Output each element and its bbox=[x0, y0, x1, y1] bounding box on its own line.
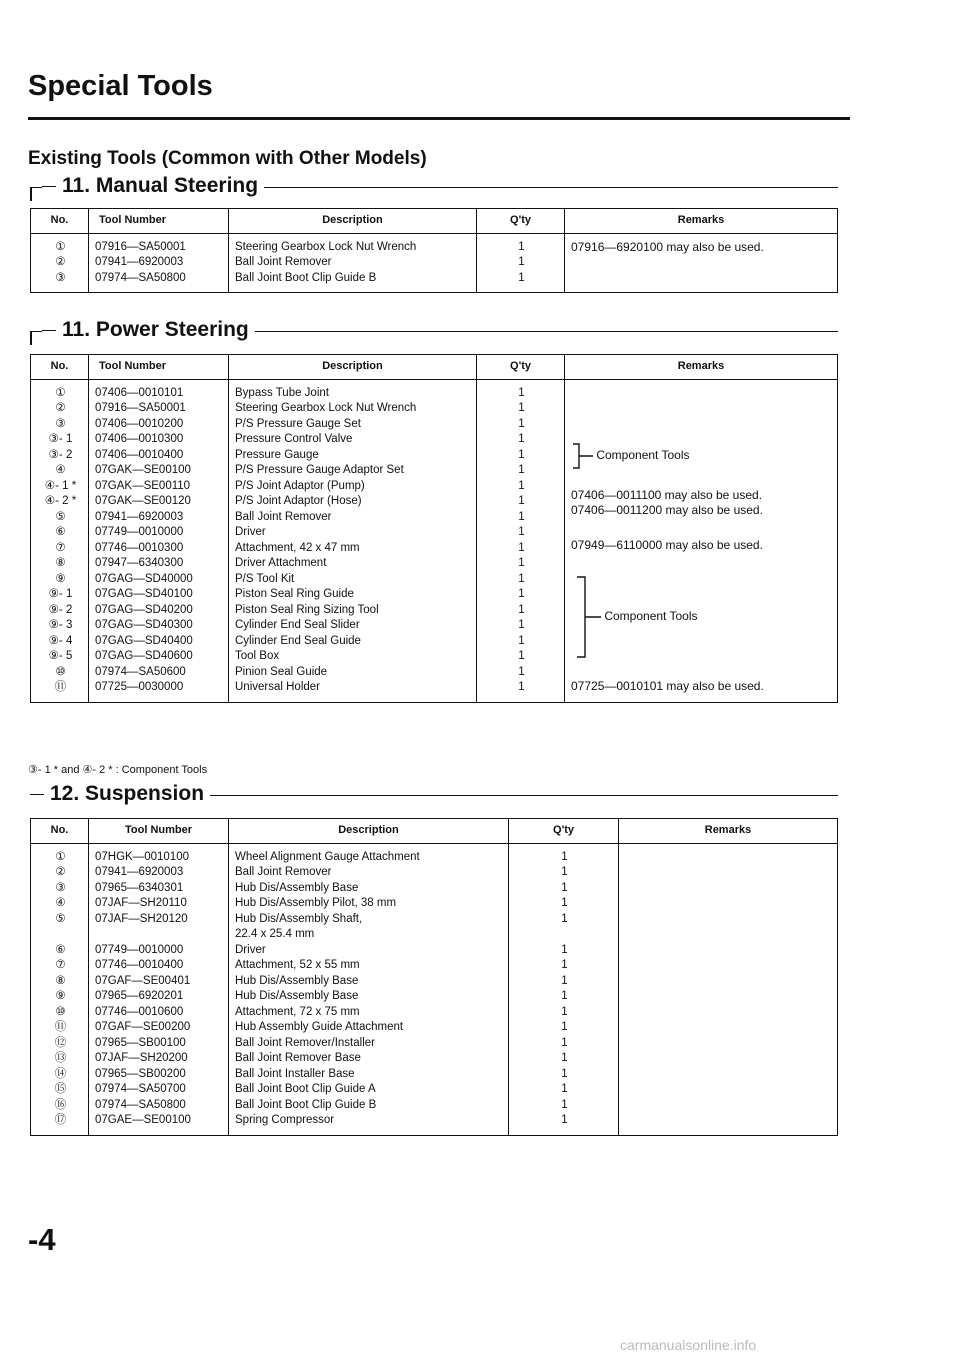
remark-alt-4: 07725—0010101 may also be used. bbox=[571, 679, 764, 693]
header-tool-number: Tool Number bbox=[89, 819, 229, 844]
tool-number: 07GAG—SD40100 bbox=[95, 588, 193, 600]
header-remarks: Remarks bbox=[619, 819, 838, 844]
tool-qty: 1 bbox=[561, 1083, 568, 1095]
qty-column bbox=[509, 843, 619, 1135]
tool-description: Driver bbox=[235, 943, 266, 956]
row-number: ⑧ bbox=[55, 557, 66, 569]
header-no: No. bbox=[31, 819, 89, 844]
tool-description: Ball Joint Remover/Installer bbox=[235, 1036, 375, 1049]
tool-description: P/S Pressure Gauge Adaptor Set bbox=[235, 464, 404, 476]
row-number: ⑨- 1 bbox=[48, 588, 73, 600]
header-description: Description bbox=[229, 355, 477, 380]
header-tool-number: Tool Number bbox=[89, 209, 229, 234]
tool-qty: 1 bbox=[518, 526, 525, 538]
row-number: ⑮ bbox=[54, 1083, 67, 1095]
row-number: ⑤ bbox=[55, 510, 66, 523]
remark-alt-1: 07406—0011100 may also be used. bbox=[571, 487, 763, 502]
header-no: No. bbox=[31, 209, 89, 234]
table-body-row bbox=[31, 843, 838, 1135]
tool-qty: 1 bbox=[518, 588, 525, 600]
no-column: ① ② ③ bbox=[31, 233, 89, 293]
table-body-row bbox=[31, 233, 838, 293]
tool-number: 07GAF—SE00401 bbox=[95, 974, 191, 987]
tool-number: 07974—SA50800 bbox=[95, 1098, 186, 1111]
footnote: ③- 1 * and ④- 2 * : Component Tools bbox=[28, 764, 208, 776]
row-number: ④- 1 * bbox=[44, 479, 77, 492]
tool-description: Piston Seal Ring Sizing Tool bbox=[235, 603, 379, 616]
tool-number: 07GAF—SE00200 bbox=[95, 1021, 191, 1033]
tool-qty: 1 bbox=[518, 619, 525, 631]
tool-number: 07GAG—SD40300 bbox=[95, 619, 193, 631]
tool-number: 07JAF—SH20110 bbox=[95, 897, 187, 909]
tool-qty: 1 bbox=[518, 479, 525, 492]
tool-number: 07GAG—SD40600 bbox=[95, 650, 193, 662]
tool-description: Pressure Gauge bbox=[235, 448, 319, 461]
tool-number: 07JAF—SH20120 bbox=[95, 912, 188, 925]
tool-description: Hub Dis/Assembly Base bbox=[235, 990, 359, 1002]
tool-qty: 1 bbox=[518, 402, 525, 414]
row-number: ⑨ bbox=[55, 990, 66, 1002]
tool-description: Universal Holder bbox=[235, 681, 321, 693]
header-qty: Q'ty bbox=[477, 209, 565, 234]
tool-description: Ball Joint Installer Base bbox=[235, 1067, 355, 1080]
tool-number: 07GAE—SE00100 bbox=[95, 1114, 191, 1126]
table-header-row bbox=[31, 355, 838, 380]
tool-number: 07749—0010000 bbox=[95, 526, 184, 538]
row-number bbox=[37, 927, 84, 943]
tool-description: 22.4 x 25.4 mm bbox=[235, 928, 315, 940]
component-tools-note-1: Component Tools bbox=[571, 442, 833, 470]
row-number: ⑨- 3 bbox=[48, 619, 73, 631]
row-number: ⑥ bbox=[55, 943, 66, 956]
manual-steering-table bbox=[30, 208, 838, 293]
bracket-icon bbox=[571, 442, 593, 470]
row-number: ② bbox=[55, 866, 66, 878]
row-number: ② bbox=[55, 402, 66, 414]
tool-number: 07965—6340301 bbox=[95, 881, 184, 894]
tool-number: 07GAK—SE00100 bbox=[95, 464, 191, 476]
row-number: ③ bbox=[55, 417, 66, 430]
tool-number: 07746—0010400 bbox=[95, 959, 184, 971]
tool-number: 07GAK—SE00110 bbox=[95, 479, 191, 492]
tool-number-column: 07916—SA50001 07941—6920003 07974—SA50800 bbox=[89, 233, 229, 293]
tool-description: Hub Dis/Assembly Base bbox=[235, 974, 359, 987]
tool-number: 07965—SB00100 bbox=[95, 1036, 186, 1049]
header-tool-number: Tool Number bbox=[89, 355, 229, 380]
remarks-column bbox=[619, 843, 838, 1135]
row-number: ⑤ bbox=[55, 912, 66, 925]
tool-description: Attachment, 72 x 75 mm bbox=[235, 1005, 360, 1018]
tool-number: 07GAG—SD40400 bbox=[95, 634, 193, 647]
remark-alt: 07916—6920100 may also be used. bbox=[571, 239, 764, 254]
table-header-row bbox=[31, 819, 838, 844]
header-remarks: Remarks bbox=[565, 209, 838, 234]
tool-description: Ball Joint Remover bbox=[235, 866, 332, 878]
tool-number: 07406—0010300 bbox=[95, 433, 184, 445]
header-remarks: Remarks bbox=[565, 355, 838, 380]
tool-description: Driver bbox=[235, 526, 266, 538]
qty-column bbox=[477, 379, 565, 702]
tool-qty: 1 bbox=[518, 510, 525, 523]
tool-number: 07JAF—SH20200 bbox=[95, 1052, 188, 1064]
table-body-row bbox=[31, 379, 838, 702]
tool-qty: 1 bbox=[561, 974, 568, 987]
tool-description: Pressure Control Valve bbox=[235, 433, 353, 445]
tool-number: 07965—6920201 bbox=[95, 990, 184, 1002]
section-heading-suspension: 12. Suspension bbox=[30, 782, 838, 808]
section-heading-manual-steering: 11. Manual Steering bbox=[30, 174, 838, 200]
watermark: carmanualsonline.info bbox=[620, 1337, 757, 1353]
remarks-column bbox=[565, 233, 838, 293]
tool-qty: 1 bbox=[561, 959, 568, 971]
tool-description: P/S Tool Kit bbox=[235, 572, 295, 585]
tool-qty: 1 bbox=[518, 603, 525, 616]
title-rule bbox=[28, 117, 850, 120]
qty-column: 1 1 1 bbox=[477, 233, 565, 293]
row-number: ⑨- 5 bbox=[48, 650, 73, 662]
row-number: ④ bbox=[55, 897, 66, 909]
tool-number-column bbox=[89, 843, 229, 1135]
row-number: ⑪ bbox=[54, 681, 67, 693]
row-number: ③ bbox=[55, 881, 66, 894]
tool-description: Ball Joint Remover Base bbox=[235, 1052, 361, 1064]
section-heading-power-steering: 11. Power Steering bbox=[30, 318, 838, 344]
tool-number: 07916—SA50001 bbox=[95, 402, 186, 414]
row-number: ④ bbox=[55, 464, 66, 476]
row-number: ⑨ bbox=[55, 572, 66, 585]
row-number: ③- 2 bbox=[48, 448, 73, 461]
tool-description: Attachment, 52 x 55 mm bbox=[235, 959, 360, 971]
tool-qty: 1 bbox=[518, 495, 525, 507]
tool-description: Bypass Tube Joint bbox=[235, 386, 329, 399]
tool-qty: 1 bbox=[518, 417, 525, 430]
tool-number: 07941—6920003 bbox=[95, 866, 184, 878]
tool-number: 07GAK—SE00120 bbox=[95, 495, 191, 507]
tool-description: Hub Dis/Assembly Shaft, bbox=[235, 912, 363, 925]
tool-description: Wheel Alignment Gauge Attachment bbox=[235, 850, 420, 863]
bracket-icon bbox=[571, 575, 601, 659]
page-title: Special Tools bbox=[28, 70, 213, 102]
row-number: ⑬ bbox=[54, 1052, 67, 1064]
tool-description: P/S Joint Adaptor (Hose) bbox=[235, 495, 362, 507]
tool-qty: 1 bbox=[518, 634, 525, 647]
tool-description: Cylinder End Seal Guide bbox=[235, 634, 361, 647]
tool-description: Hub Dis/Assembly Base bbox=[235, 881, 359, 894]
tool-number: 07965—SB00200 bbox=[95, 1067, 186, 1080]
tool-qty: 1 bbox=[518, 433, 525, 445]
tool-number: 07406—0010101 bbox=[95, 386, 184, 399]
header-description: Description bbox=[229, 209, 477, 234]
description-column: Steering Gearbox Lock Nut Wrench Ball Joint Remover Ball Joint Boot Clip Guide B bbox=[229, 233, 477, 293]
tool-description: Ball Joint Remover bbox=[235, 510, 332, 523]
tool-number: 07746—0010300 bbox=[95, 541, 184, 554]
row-number: ⑩ bbox=[55, 665, 66, 678]
tool-description: Attachment, 42 x 47 mm bbox=[235, 541, 360, 554]
row-number: ⑦ bbox=[55, 541, 66, 554]
tool-qty: 1 bbox=[561, 1052, 568, 1064]
row-number: ⑧ bbox=[55, 974, 66, 987]
tool-qty: 1 bbox=[561, 866, 568, 878]
suspension-table bbox=[30, 818, 838, 1136]
row-number: ⑩ bbox=[55, 1005, 66, 1018]
header-qty: Q'ty bbox=[509, 819, 619, 844]
tool-qty: 1 bbox=[518, 464, 525, 476]
tool-description: Spring Compressor bbox=[235, 1114, 335, 1126]
tool-qty: 1 bbox=[561, 1114, 568, 1126]
tool-qty: 1 bbox=[518, 557, 525, 569]
tool-qty: 1 bbox=[561, 990, 568, 1002]
tool-number: 07974—SA50600 bbox=[95, 665, 186, 678]
row-number: ④- 2 * bbox=[44, 495, 77, 507]
tool-qty: 1 bbox=[561, 1005, 568, 1018]
tool-qty: 1 bbox=[561, 850, 568, 863]
tool-description: Driver Attachment bbox=[235, 557, 327, 569]
header-no: No. bbox=[31, 355, 89, 380]
tool-description: Tool Box bbox=[235, 650, 280, 662]
row-number: ⑨- 2 bbox=[48, 603, 73, 616]
no-column bbox=[31, 843, 89, 1135]
tool-description: Ball Joint Boot Clip Guide A bbox=[235, 1083, 376, 1095]
page-number: -4 bbox=[28, 1222, 56, 1257]
row-number: ⑪ bbox=[54, 1021, 67, 1033]
tool-description: Pinion Seal Guide bbox=[235, 665, 328, 678]
header-description: Description bbox=[229, 819, 509, 844]
tool-description: Cylinder End Seal Slider bbox=[235, 619, 360, 631]
tool-description: P/S Pressure Gauge Set bbox=[235, 417, 361, 430]
tool-description: Hub Dis/Assembly Pilot, 38 mm bbox=[235, 897, 397, 909]
row-number: ⑯ bbox=[54, 1098, 67, 1111]
tool-qty: 1 bbox=[518, 541, 525, 554]
tool-qty: 1 bbox=[561, 1021, 568, 1033]
tool-number: 07406—0010400 bbox=[95, 448, 184, 461]
tool-number: 07974—SA50700 bbox=[95, 1083, 186, 1095]
tool-qty: 1 bbox=[518, 681, 525, 693]
no-column bbox=[31, 379, 89, 702]
tool-qty: 1 bbox=[518, 650, 525, 662]
tool-number: 07725—0030000 bbox=[95, 681, 184, 693]
power-steering-table bbox=[30, 354, 838, 703]
row-number: ① bbox=[55, 850, 66, 863]
description-column bbox=[229, 843, 509, 1135]
tool-qty: 1 bbox=[518, 665, 525, 678]
tool-number bbox=[95, 927, 224, 943]
page-subtitle: Existing Tools (Common with Other Models) bbox=[28, 148, 427, 169]
component-tools-note-2: Component Tools bbox=[571, 575, 833, 659]
tool-qty: 1 bbox=[561, 1098, 568, 1111]
row-number: ⑦ bbox=[55, 959, 66, 971]
tool-description: Steering Gearbox Lock Nut Wrench bbox=[235, 402, 417, 414]
tool-description: Ball Joint Boot Clip Guide B bbox=[235, 1098, 377, 1111]
table-header-row bbox=[31, 209, 838, 234]
remarks-column bbox=[565, 379, 838, 702]
remark-alt-2: 07406—0011200 may also be used. bbox=[571, 503, 763, 517]
tool-qty: 1 bbox=[561, 881, 568, 894]
tool-qty: 1 bbox=[518, 386, 525, 399]
tool-number: 07941—6920003 bbox=[95, 510, 184, 523]
tool-number: 07746—0010600 bbox=[95, 1005, 184, 1018]
tool-number: 07GAG—SD40000 bbox=[95, 572, 193, 585]
remark-alt-3: 07949—6110000 may also be used. bbox=[571, 537, 763, 552]
tool-description: P/S Joint Adaptor (Pump) bbox=[235, 479, 365, 492]
tool-qty: 1 bbox=[561, 1067, 568, 1080]
tool-number: 07749—0010000 bbox=[95, 943, 184, 956]
tool-number-column bbox=[89, 379, 229, 702]
row-number: ⑭ bbox=[54, 1067, 67, 1080]
tool-description: Piston Seal Ring Guide bbox=[235, 588, 354, 600]
tool-number: 07HGK—0010100 bbox=[95, 850, 189, 863]
description-column bbox=[229, 379, 477, 702]
tool-number: 07GAG—SD40200 bbox=[95, 603, 193, 616]
tool-qty: 1 bbox=[561, 897, 568, 909]
header-qty: Q'ty bbox=[477, 355, 565, 380]
tool-description: Hub Assembly Guide Attachment bbox=[235, 1021, 404, 1033]
tool-number: 07947—6340300 bbox=[95, 557, 184, 569]
tool-qty: 1 bbox=[561, 943, 568, 956]
row-number: ① bbox=[55, 386, 66, 399]
tool-qty bbox=[515, 927, 614, 943]
tool-number: 07406—0010200 bbox=[95, 417, 184, 430]
row-number: ⑨- 4 bbox=[48, 634, 73, 647]
row-number: ⑥ bbox=[55, 526, 66, 538]
row-number: ⑫ bbox=[54, 1036, 67, 1049]
tool-qty: 1 bbox=[561, 912, 568, 925]
row-number: ⑰ bbox=[54, 1114, 67, 1126]
tool-qty: 1 bbox=[561, 1036, 568, 1049]
row-number: ③- 1 bbox=[48, 433, 73, 445]
tool-qty: 1 bbox=[518, 572, 525, 585]
tool-qty: 1 bbox=[518, 448, 525, 461]
